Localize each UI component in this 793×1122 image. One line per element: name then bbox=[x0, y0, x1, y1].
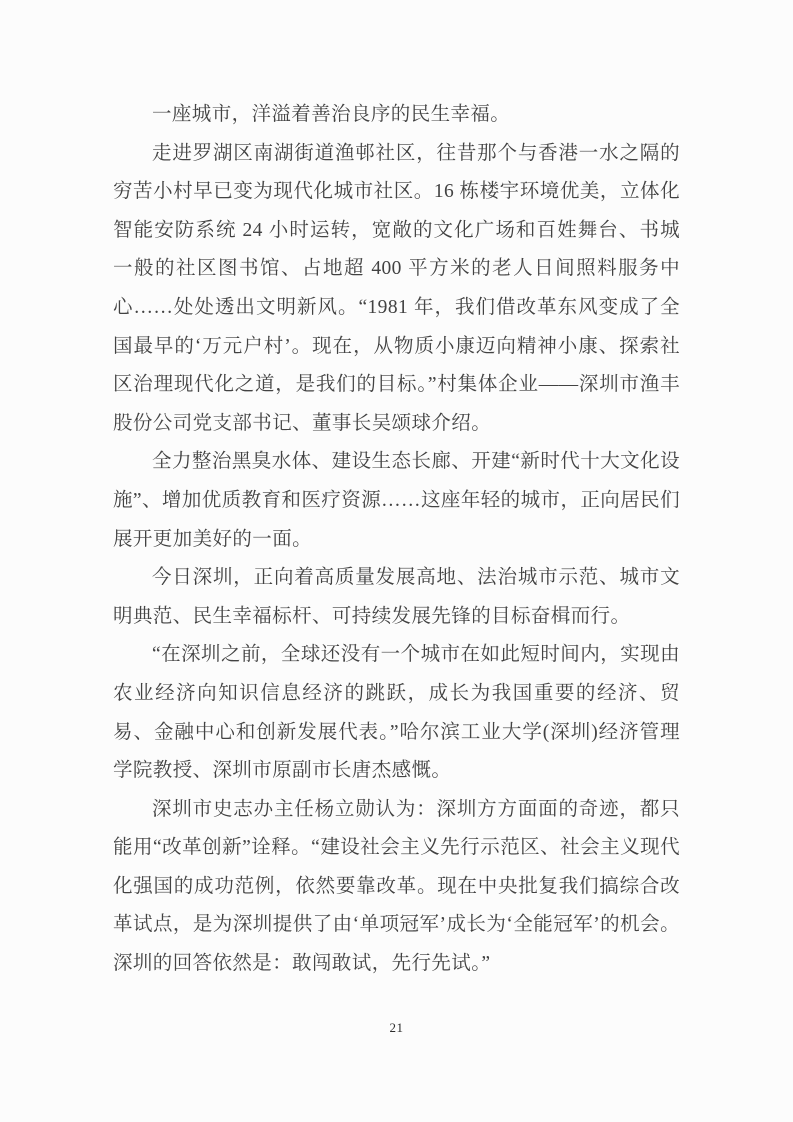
paragraph-yucun-community: 走进罗湖区南湖街道渔邨社区，往昔那个与香港一水之隔的穷苦小村早已变为现代化城市社区。16 栋楼宇环境优美，立体化智能安防系统 24 小时运转，宽敞的文化广场和百姓舞台、书城一般的社区图书馆、占地超 400 平方米的老人日间照料服务中心……处处透出文明新风。“1981 年，我们借改革东风变成了全国最早的‘万元户村’。现在，从物质小康迈向精神小康、探索社区治理现代化之道，是我们的目标。”村集体企业——深圳市渔丰股份公司党支部书记、董事长吴颂球介绍。 bbox=[113, 142, 680, 434]
text-block bbox=[113, 96, 680, 984]
paragraph-yanglixun-quote: 深圳市史志办主任杨立勋认为：深圳方方面面的奇迹，都只能用“改革创新”诠释。“建设社会主义先行示范区、社会主义现代化强国的成功范例，依然要靠改革。现在中央批复我们搞综合改革试点，是为深圳提供了由‘单项冠军’成长为‘全能冠军’的机会。深圳的回答依然是：敢闯敢试，先行先试。” bbox=[113, 798, 680, 975]
paragraph-tangjie-quote: “在深圳之前，全球还没有一个城市在如此短时间内，实现由农业经济向知识信息经济的跳跃，成长为我国重要的经济、贸易、金融中心和创新发展代表。”哈尔滨工业大学(深圳)经济管理学院教授、深圳市原副市长唐杰感慨。 bbox=[113, 644, 680, 782]
paragraph-shenzhen-goals: 今日深圳，正向着高质量发展高地、法治城市示范、城市文明典范、民生幸福标杆、可持续发展先锋的目标奋楫而行。 bbox=[113, 567, 680, 627]
paragraph-city-improvements: 全力整治黑臭水体、建设生态长廊、开建“新时代十大文化设施”、增加优质教育和医疗资源……这座年轻的城市，正向居民们展开更加美好的一面。 bbox=[113, 451, 680, 550]
paragraph-intro: 一座城市，洋溢着善治良序的民生幸福。 bbox=[152, 104, 511, 125]
page-number: 21 bbox=[389, 1020, 404, 1035]
